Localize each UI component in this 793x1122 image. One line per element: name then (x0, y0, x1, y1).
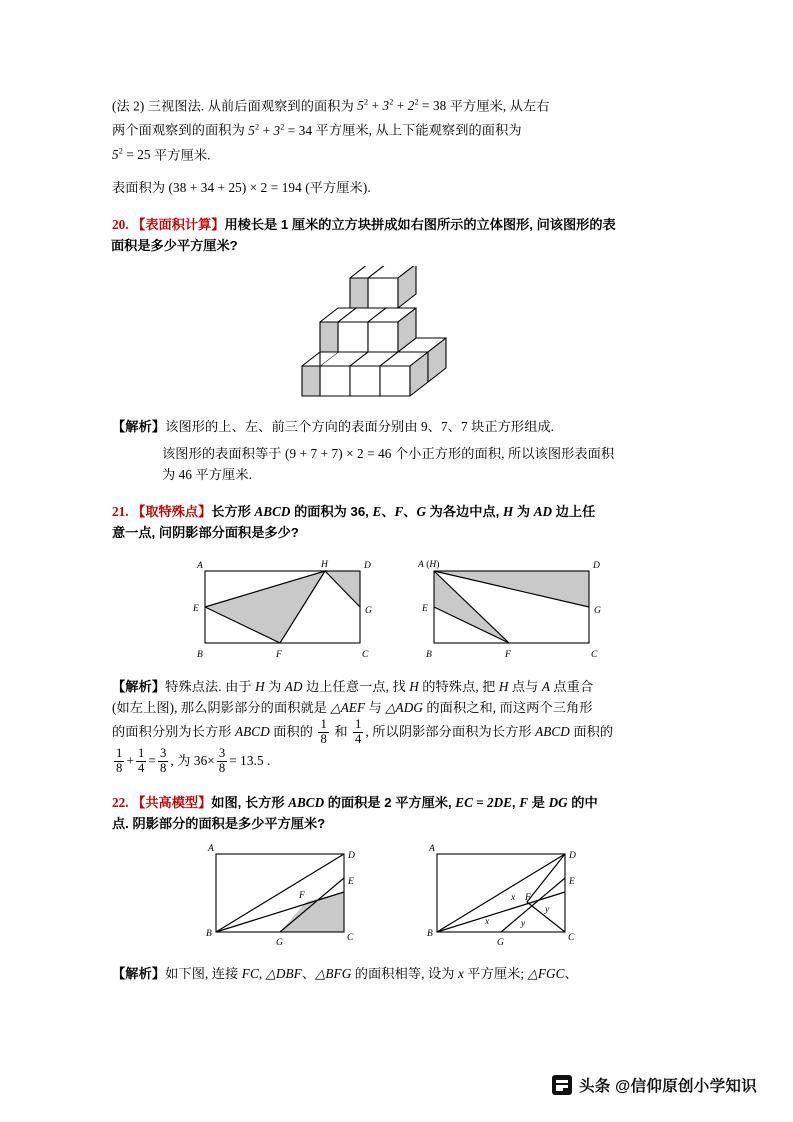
label-y-lower: y (521, 919, 526, 930)
problem-20-solution-text-2a: 该图形的表面积等于 (162, 446, 285, 462)
label-y-upper: y (545, 905, 550, 916)
label-F: F (525, 893, 531, 904)
p21-t1: 长方形 (211, 504, 255, 520)
top-solution-line-2 (112, 116, 682, 140)
label-D: D (364, 561, 371, 572)
p22-tb: 点. 阴影部分的面积是多少平方厘米? (112, 816, 326, 832)
p21s2-tri2: △ADG (385, 700, 423, 716)
p21-ad: AD (533, 504, 553, 520)
rectangle-ABCD-with-xy-labels-figure (405, 840, 610, 948)
stacked-cubes-3d-icon (282, 266, 512, 401)
top-solution-block (112, 92, 682, 165)
label-x-upper: x (511, 893, 516, 904)
p21-tb: 意一点, 问阴影部分面积是多少? (112, 525, 299, 541)
p21s-b: 为 (264, 679, 285, 695)
problem-20-number: 20. (112, 217, 129, 233)
p22s-tri3: △FGC (527, 966, 565, 982)
p21s3-d: , 所以阴影部分面积为长方形 (365, 724, 536, 740)
label-A: A (429, 844, 435, 855)
problem-20-text-a: 用棱长是 1 厘米的立方块拼成如右图所示的立体图形, 问该图形的表 (224, 217, 616, 233)
label-C: C (347, 933, 354, 944)
label-B: B (206, 929, 212, 940)
problem-20-solution-line-1 (112, 416, 682, 437)
label-C: C (591, 650, 598, 661)
p22s-f: 、 (564, 966, 578, 982)
top-solution-line-1 (112, 92, 682, 116)
fraction-3-8-b: $\frac{3}{8}$ (218, 746, 226, 775)
label-E: E (348, 877, 354, 888)
p21s3-a: 的面积分别为长方形 (112, 724, 235, 740)
p22-t1: 如图, 长方形 (211, 795, 289, 811)
p21s-ad: AD (284, 679, 303, 695)
problem-22-solution-line-1 (112, 963, 682, 984)
p22s-x: x (457, 966, 464, 982)
p21s3-b: 面积的 (269, 724, 317, 740)
p22s-c: 、 (301, 966, 316, 982)
problem-21-solution-line-2 (112, 697, 682, 718)
p22-t2: 的面积是 2 平方厘米, (324, 795, 456, 811)
fraction-1-4-b: $\frac{1}{4}$ (137, 746, 145, 775)
p22-f: F (519, 795, 529, 811)
top-solution-line2-text: 两个面观察到的面积为 (112, 122, 249, 138)
p21s4-eq: = (148, 753, 156, 769)
p21-s2: 、 (403, 504, 417, 520)
label-B: B (427, 929, 433, 940)
p21-g: G (416, 504, 427, 520)
fraction-one-fourth: $\frac{1}{4}$ (355, 717, 362, 746)
label-B: B (426, 650, 432, 661)
top-solution-expr-1: $5^2 + 3^2 + 2^2 = 38$ (357, 98, 447, 114)
analysis-label-22: 【解析】 (112, 966, 166, 982)
document-content (112, 92, 682, 986)
p21-t3: 为各边中点, (426, 504, 503, 520)
problem-21-statement (112, 501, 682, 543)
p21-h: H (502, 504, 514, 520)
fraction-one-eighth: $\frac{1}{8}$ (320, 717, 327, 746)
p21s-a: 特殊点法. 由于 (165, 679, 256, 695)
top-solution-line2-tail: 平方厘米, 从上下能观察到的面积为 (312, 122, 522, 138)
label-E: E (422, 604, 428, 615)
p21s3-abcd: ABCD (234, 724, 270, 740)
label-B: B (197, 650, 203, 661)
label-D: D (569, 851, 576, 862)
problem-22-number: 22. (112, 795, 129, 811)
p21s4-plus: + (126, 753, 134, 769)
p22-t5: 的中 (567, 795, 598, 811)
problem-21-solution-line-1 (112, 676, 682, 697)
problem-20-solution (112, 416, 682, 485)
p21-abcd: ABCD (254, 504, 291, 520)
total-line-suffix: (平方厘米). (301, 180, 371, 196)
label-A: A (197, 561, 203, 572)
problem-20-solution-line-2 (162, 443, 682, 464)
p21-s1: 、 (381, 504, 395, 520)
problem-22-tag: 【共高模型】 (132, 795, 212, 811)
p21s2-tri1: △AEF (330, 700, 366, 716)
p21s2-b: 与 (365, 700, 386, 716)
problem-21-solution (112, 676, 682, 776)
label-E: E (193, 604, 199, 615)
p21-f: F (394, 504, 404, 520)
p22s-tri1: △DBF (265, 966, 302, 982)
p22s-a: 如下图, 连接 (165, 966, 242, 982)
p21-e: E (372, 504, 382, 520)
problem-21-solution-line-3 (112, 718, 682, 746)
label-F: F (299, 891, 305, 902)
problem-22-statement (112, 792, 682, 834)
rectangle-ABCD-H-at-A-figure (404, 553, 619, 661)
label-F: F (505, 650, 511, 661)
label-G: G (276, 938, 283, 949)
problem-22-text-b-line (112, 813, 682, 834)
total-line-prefix: 表面积为 (112, 180, 169, 196)
problem-20-statement (112, 214, 682, 256)
p21s3-c: 和 (330, 724, 352, 740)
label-C: C (362, 650, 369, 661)
label-A-H: A (H) (418, 560, 440, 571)
problem-21-tag: 【取特殊点】 (132, 504, 212, 520)
p22-t4: 是 (528, 795, 549, 811)
p21s-h1: H (255, 679, 265, 695)
label-D: D (593, 561, 600, 572)
p21s-A: A (541, 679, 550, 695)
problem-20-figure (112, 266, 682, 406)
top-solution-line1-tail: 平方厘米, 从左右 (446, 98, 550, 114)
analysis-label-20: 【解析】 (112, 419, 166, 435)
problem-21-solution-line-4 (112, 746, 682, 776)
p21-t4: 为 (513, 504, 534, 520)
p22-t3: , (511, 795, 520, 811)
p21s-h2: H (409, 679, 419, 695)
p21-t5: 边上任 (552, 504, 596, 520)
label-E: E (569, 877, 575, 888)
problem-21-number: 21. (112, 504, 129, 520)
label-x-lower: x (485, 917, 490, 928)
watermark (552, 1074, 757, 1096)
problem-20-text-b-line (111, 235, 682, 256)
p22s-b: , (258, 966, 266, 982)
top-solution-line3-tail: 平方厘米. (150, 147, 211, 163)
p21s2-c: 的面积之和, 而这两个三角形 (422, 700, 593, 716)
problem-20-solution-text-2b: 个小正方形的面积, 所以该图形表面积 (391, 446, 615, 462)
watermark-text: 头条 @信仰原创小学知识 (578, 1078, 757, 1095)
p21s-c: 边上任意一点, 找 (302, 679, 410, 695)
problem-21-text-b-line (112, 522, 682, 543)
p21s3-e: 面积的 (569, 724, 614, 740)
rectangle-ABCD-general-H-figure (175, 553, 390, 661)
problem-20-solution-expr: (9 + 7 + 7) × 2 = 46 (284, 446, 392, 462)
label-D: D (348, 851, 355, 862)
p21s3-abcd2: ABCD (535, 724, 570, 740)
problem-22-figures (112, 840, 682, 953)
p21-t2: 的面积为 36, (290, 504, 373, 520)
p22s-d: 的面积相等, 设为 (351, 966, 458, 982)
rectangle-ABCD-shaded-FECG-figure (184, 840, 389, 948)
p21s2-a: (如左上图), 那么阴影部分的面积就是 (112, 700, 331, 716)
problem-20-tag: 【表面积计算】 (132, 217, 225, 233)
label-C: C (568, 933, 575, 944)
analysis-label-21: 【解析】 (112, 679, 166, 695)
p21s-f: 点重合 (550, 679, 594, 695)
toutiao-logo-icon (552, 1075, 572, 1095)
label-G: G (594, 606, 601, 617)
label-H: H (321, 560, 328, 571)
fraction-3-8: $\frac{3}{8}$ (159, 746, 167, 775)
p22-abcd: ABCD (288, 795, 325, 811)
label-F: F (276, 650, 282, 661)
label-G: G (365, 606, 372, 617)
p21s4-mid: , 为 36× (170, 753, 215, 769)
label-G: G (497, 938, 504, 949)
top-solution-line-3 (112, 141, 682, 165)
p21s-d: 的特殊点, 把 (418, 679, 499, 695)
p22-dg: DG (548, 795, 568, 811)
top-solution-total-line (112, 177, 682, 198)
total-expression: (38 + 34 + 25) × 2 = 194 (168, 180, 302, 196)
problem-21-figures (112, 553, 682, 666)
p21s4-end: = 13.5 . (229, 753, 271, 769)
p22-ec: EC = 2DE (455, 795, 512, 811)
problem-20-solution-text-1: 该图形的上、左、前三个方向的表面分别由 9、7、7 块正方形组成. (165, 419, 555, 435)
label-A: A (208, 844, 214, 855)
fraction-1-8-b: $\frac{1}{8}$ (116, 746, 123, 775)
problem-20-solution-line-3 (162, 464, 682, 485)
p22s-e: 平方厘米; (463, 966, 528, 982)
problem-22-solution (112, 963, 682, 984)
p21s-e: 点与 (508, 679, 542, 695)
p22s-tri2: △BFG (315, 966, 352, 982)
problem-20-text-b: 面积是多少平方厘米? (111, 238, 238, 254)
p22s-fc: FC (241, 966, 259, 982)
problem-20-solution-text-3: 为 46 平方厘米. (162, 467, 253, 483)
top-solution-expr-2: $5^2 + 3^2 = 34$ (248, 122, 313, 138)
p21s-h3: H (498, 679, 509, 695)
top-solution-line1-text: (法 2) 三视图法. 从前后面观察到的面积为 (112, 98, 358, 114)
top-solution-expr-3: $5^2 = 25$ (112, 146, 151, 163)
